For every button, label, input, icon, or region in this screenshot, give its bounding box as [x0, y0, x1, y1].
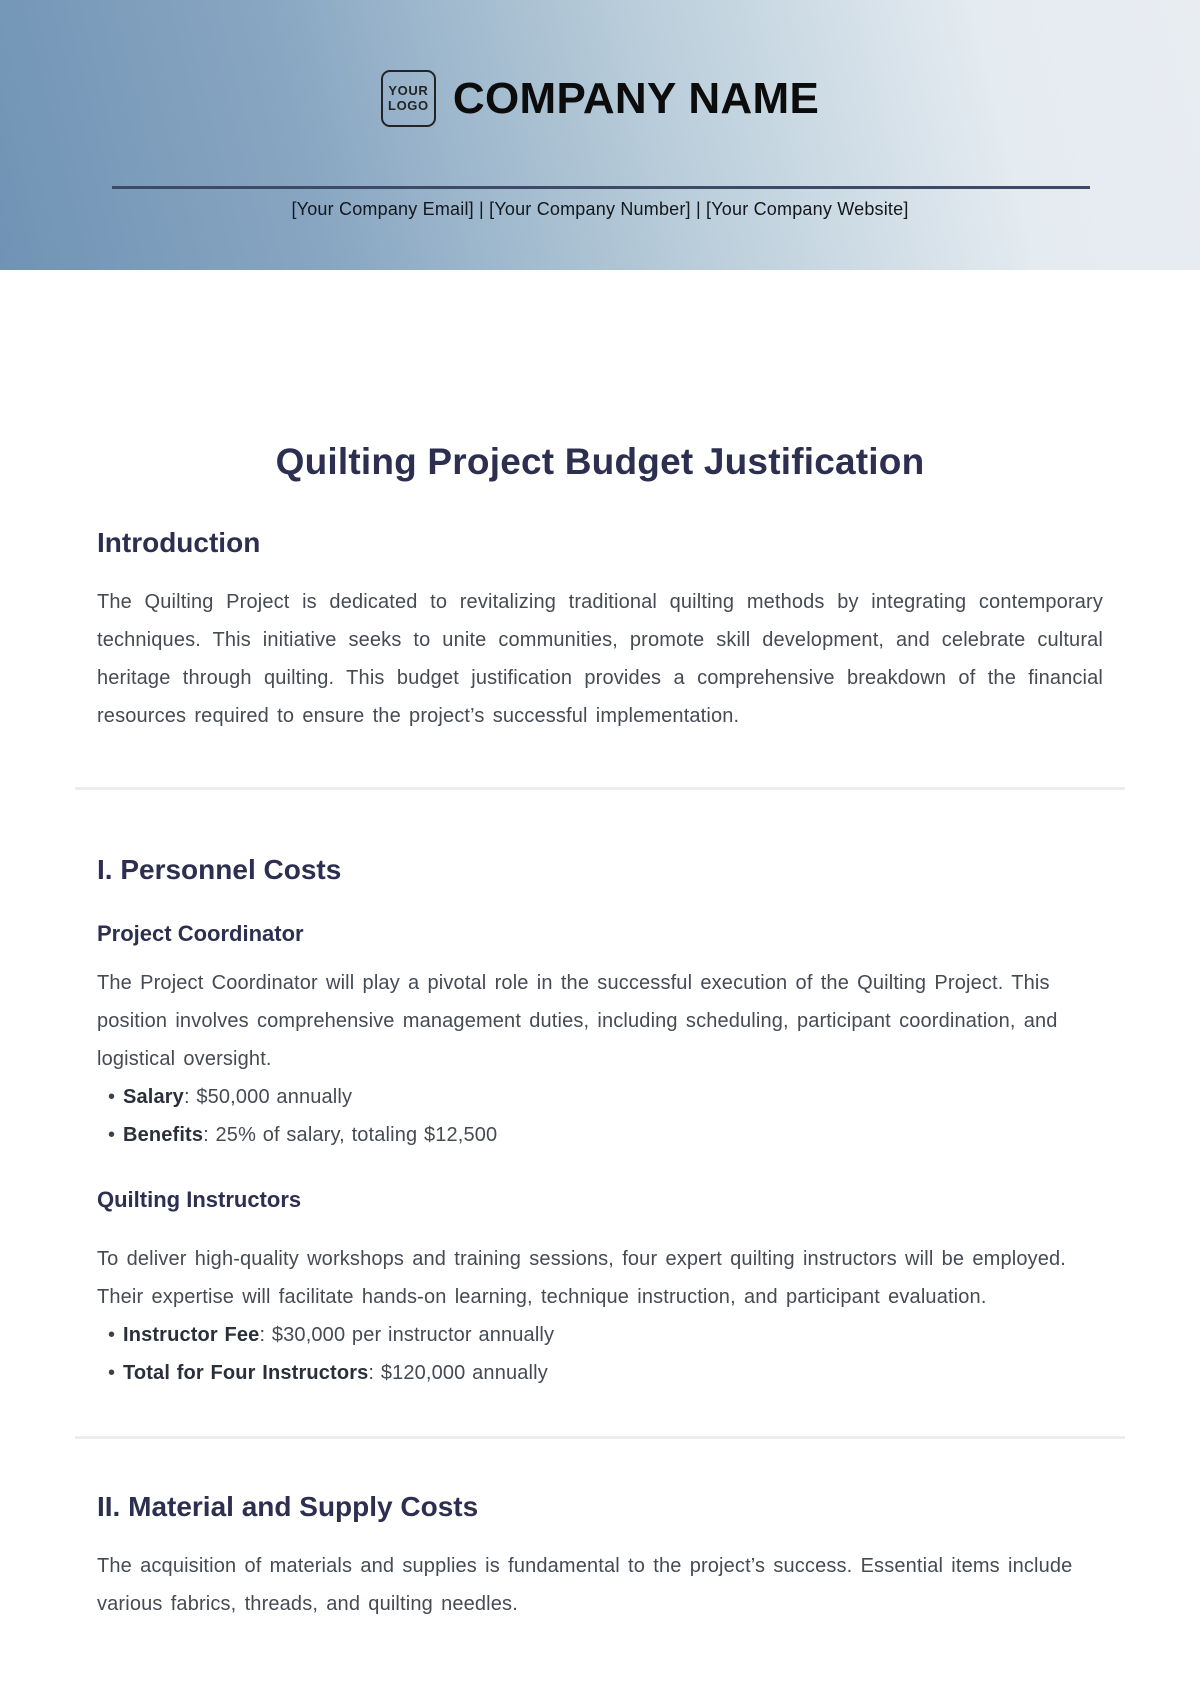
section-heading-material-supply-costs: II. Material and Supply Costs [97, 1491, 479, 1522]
materials-paragraph: The acquisition of materials and supplies is fundamental to the project’s success. Essential items include various fabrics, threads, and quilting needles. [97, 1555, 1073, 1615]
bullet-item-salary [97, 1078, 1103, 1116]
section-heading-personnel-costs: I. Personnel Costs [97, 854, 342, 885]
section-divider [75, 1436, 1125, 1439]
bullet-item-benefits [97, 1116, 1103, 1154]
project-coordinator-paragraph: The Project Coordinator will play a pivotal role in the successful execution of the Quilting Project. This position involves comprehensive management duties, including scheduling, participant coordination, and logistical oversight. [97, 972, 1058, 1070]
bullet-text: : $50,000 annually [183, 1086, 353, 1108]
header-rule [112, 186, 1090, 189]
bullet-label: Salary [123, 1086, 184, 1108]
company-name: COMPANY NAME [452, 73, 820, 123]
bullet-text: : $30,000 per instructor annually [259, 1324, 555, 1346]
contact-line: [Your Company Email] | [Your Company Number] | [Your Company Website] [291, 199, 909, 219]
document-body [0, 270, 1200, 1623]
bullet-label: Benefits [123, 1124, 204, 1146]
bullet-item-total-instructors [97, 1354, 1103, 1392]
bullet-label: Total for Four Instructors [123, 1362, 369, 1384]
subsection-heading-project-coordinator: Project Coordinator [97, 921, 304, 946]
instructors-bullet-list [97, 1316, 1103, 1392]
bullet-item-instructor-fee [97, 1316, 1103, 1354]
section-divider [75, 787, 1125, 790]
coordinator-bullet-list [97, 1078, 1103, 1154]
bullet-text: : $120,000 annually [368, 1362, 548, 1384]
subsection-heading-quilting-instructors: Quilting Instructors [97, 1187, 302, 1212]
quilting-instructors-paragraph: To deliver high-quality workshops and training sessions, four expert quilting instructors will be employed. Their expertise will facilitate hands-on learning, technique instruction, and participant evaluation. [97, 1248, 1067, 1308]
letterhead [0, 0, 1200, 270]
logo-text-line2: LOGO [388, 97, 429, 113]
bullet-text: : 25% of salary, totaling $12,500 [203, 1124, 498, 1146]
company-logo-placeholder-icon [381, 70, 436, 127]
introduction-paragraph: The Quilting Project is dedicated to revitalizing traditional quilting methods by integrating contemporary techniques. This initiative seeks to unite communities, promote skill development, and celebrate cultural heritage through quilting. This budget justification provides a comprehensive breakdown of the financial resources required to ensure the project’s successful implementation. [97, 591, 1103, 727]
section-heading-introduction: Introduction [97, 527, 261, 558]
logo-text-line1: YOUR [388, 82, 429, 98]
document-title: Quilting Project Budget Justification [275, 441, 925, 482]
brand-row [0, 0, 1200, 127]
bullet-label: Instructor Fee [123, 1324, 260, 1346]
